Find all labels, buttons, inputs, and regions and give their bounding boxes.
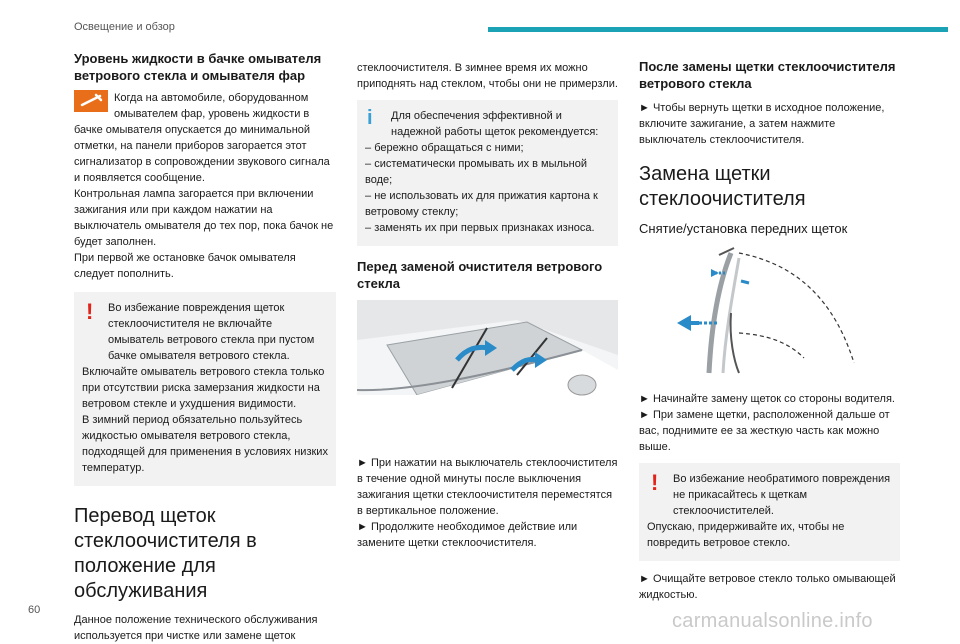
washer-level-paragraph (74, 90, 336, 186)
warning-line-2: Включайте омыватель ветрового стекла только при отсутствии риска замерзания жидкости на ветровом стекле и ухудшения видимости. (82, 366, 325, 410)
warning-icon-2: ! (651, 470, 659, 495)
info-item-3: – не использовать их для прижатия картона к ветровому стеклу; (365, 190, 598, 218)
column-2 (357, 60, 618, 551)
windshield-photo (357, 300, 618, 445)
wiper-warning-line-2: Опускаю, придерживайте их, чтобы не повредить ветровое стекло. (647, 521, 845, 549)
replace-step-2: ► При замене щетки, расположенной дальше от вас, поднимите ее за жесткую часть как можно выше. (639, 409, 890, 453)
remove-install-heading: Снятие/установка передних щеток (639, 221, 848, 236)
warning-box-wipers (639, 463, 900, 561)
wiper-replacement-title: Замена щетки стеклоочистителя (639, 163, 806, 210)
replace-step-1: ► Начинайте замену щеток со стороны водителя. (639, 393, 895, 405)
warning-line-1: Во избежание повреждения щеток стеклоочистителя не включайте омыватель ветрового стекла при пустом бачке омывателя ветрового стекла. (108, 302, 315, 362)
warning-icon: ! (86, 299, 94, 324)
header-accent-bar (488, 27, 948, 32)
before-replacement-heading: Перед заменой очистителя ветрового стекла (357, 259, 603, 291)
watermark-text: carmanualsonline.info (672, 610, 873, 632)
info-item-1: – бережно обращаться с ними; (365, 142, 524, 154)
service-position-paragraph: Данное положение технического обслуживания используется при чистке или замене щеток (74, 614, 318, 642)
washer-fluid-warning-icon (74, 90, 108, 112)
info-item-2: – систематически промывать их в мыльной воде; (365, 158, 587, 186)
page-number: 60 (28, 604, 41, 616)
column-3 (639, 58, 900, 603)
warning-box-washer (74, 292, 336, 486)
washer-level-heading: Уровень жидкости в бачке омывателя ветрового стекла и омывателя фар (74, 51, 322, 83)
washer-level-text: Когда на автомобиле, оборудованном омывателем фар, уровень жидкости в бачке омывателя опускается до минимальной отметки, на панели приборов загорается этот сигнализатор в сопровождении звукового сигнала и появляется сообщение. (74, 92, 330, 184)
info-box-wipers (357, 100, 618, 246)
before-step-2: ► Продолжите необходимое действие или замените щетки стеклоочистителя. (357, 521, 578, 549)
replace-step-3: ► Очищайте ветровое стекло только омывающей жидкостью. (639, 573, 896, 601)
after-step-1: ► Чтобы вернуть щетки в исходное положение, включите зажигание, а затем нажмите выключатель стеклоочистителя. (639, 102, 885, 146)
wiper-warning-line-1: Во избежание необратимого повреждения не прикасайтесь к щеткам стеклоочистителей. (673, 473, 891, 517)
before-step-1: ► При нажатии на выключатель стеклоочистителя в течение одной минуты после выключения зажигания щетки стеклоочистителя переместятся в вертикальное положение. (357, 457, 618, 517)
info-intro: Для обеспечения эффективной и надежной работы щеток рекомендуется: (391, 110, 599, 138)
refill-paragraph: При первой же остановке бачок омывателя следует пополнить. (74, 252, 296, 280)
wiper-removal-illustration (639, 243, 900, 383)
warning-line-3: В зимний период обязательно пользуйтесь жидкостью омывателя ветрового стекла, подходящей для применения в условиях низких температур. (82, 414, 328, 474)
windshield-illustration (357, 300, 618, 445)
continued-paragraph: стеклоочистителя. В зимнее время их можно приподнять над стеклом, чтобы они не примерзли. (357, 62, 618, 90)
column-1 (74, 50, 336, 644)
info-icon: i (367, 107, 373, 129)
indicator-paragraph: Контрольная лампа загорается при включении зажигания или при каждом нажатии на выключатель омывателя до тех пор, пока бачок не будет заполнен. (74, 188, 334, 248)
wiper-removal-diagram (639, 243, 900, 383)
info-item-4: – заменять их при первых признаках износа. (365, 222, 595, 234)
service-position-title: Перевод щеток стеклоочистителя в положение для обслуживания (74, 505, 257, 602)
header-section-title: Освещение и обзор (74, 21, 175, 33)
after-replacement-heading: После замены щетки стеклоочистителя ветрового стекла (639, 59, 896, 91)
